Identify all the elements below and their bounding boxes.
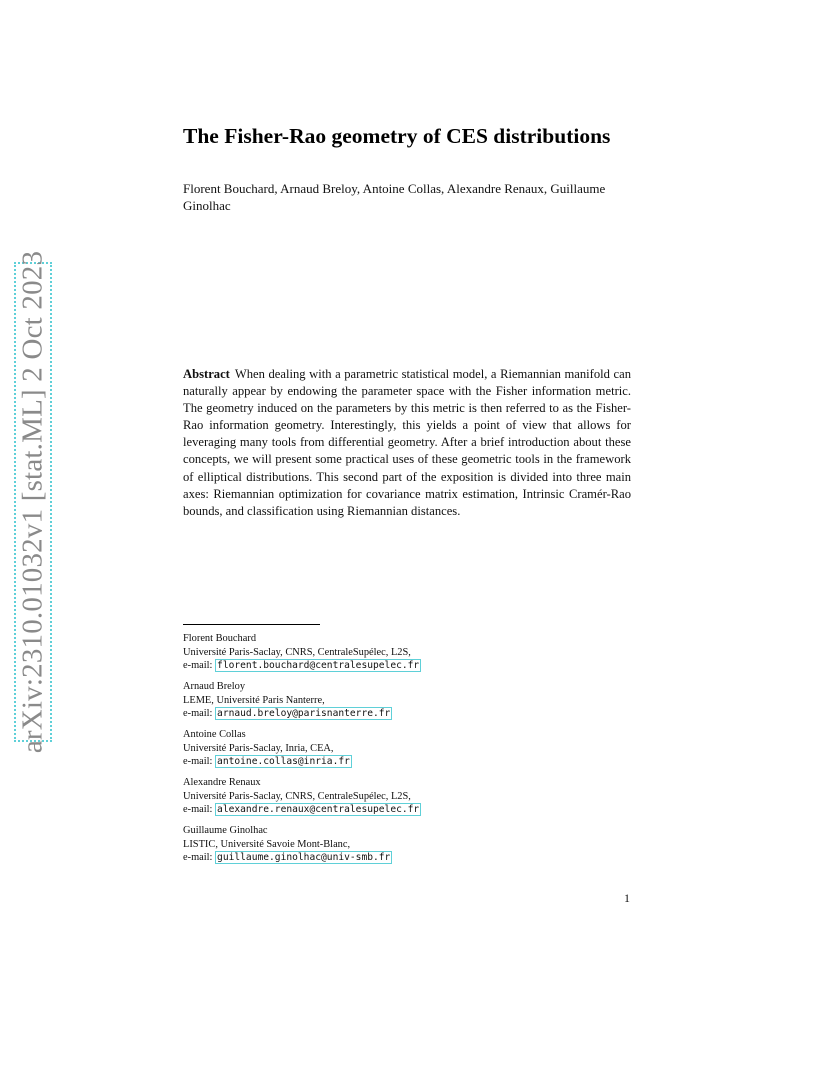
affiliation-institution: Université Paris-Saclay, CNRS, CentraleSupélec, L2S, [183, 646, 411, 658]
affiliation-institution: Université Paris-Saclay, Inria, CEA, [183, 742, 334, 754]
affiliation-name: Alexandre Renaux [183, 777, 261, 789]
page-number: 1 [624, 891, 630, 905]
author-list: Florent Bouchard, Arnaud Breloy, Antoine Collas, Alexandre Renaux, Guillaume Ginolhac [183, 181, 606, 213]
affiliation-block [183, 728, 643, 769]
affiliation-name: Guillaume Ginolhac [183, 825, 268, 837]
email-link[interactable]: arnaud.breloy@parisnanterre.fr [217, 708, 391, 720]
affiliation-name: Arnaud Breloy [183, 681, 246, 693]
affiliation-block [183, 824, 643, 865]
abstract [183, 366, 631, 520]
affiliation-email-line [183, 659, 643, 673]
email-label: e-mail: [183, 852, 213, 864]
affiliation-email-line [183, 755, 643, 769]
email-label: e-mail: [183, 756, 213, 768]
email-label: e-mail: [183, 804, 213, 816]
affiliation-name: Antoine Collas [183, 729, 246, 741]
abstract-label: Abstract [183, 367, 230, 381]
affiliation-institution: LEME, Université Paris Nanterre, [183, 694, 325, 706]
affiliation-name: Florent Bouchard [183, 633, 257, 644]
affiliation-email-line [183, 803, 643, 817]
affiliations [183, 632, 643, 872]
affiliation-email-line [183, 707, 643, 721]
affiliation-email-line [183, 851, 643, 865]
email-link[interactable]: alexandre.renaux@centralesupelec.fr [217, 804, 420, 816]
email-label: e-mail: [183, 660, 213, 671]
affiliation-block [183, 776, 643, 817]
abstract-text: When dealing with a parametric statistical model, a Riemannian manifold can naturally appear by endowing the parameter space with the Fisher information metric. The geometry induced on the parameters by this metric is then referred to as the Fisher-Rao information geometry. Interestingly, this yields a point of view that allows for leveraging many tools from differential geometry. After a brief introduction about these concepts, we will present some practical uses of these geometric tools in the framework of elliptical distributions. This second part of the exposition is divided into three main axes: Riemannian optimization for covariance matrix estimation, Intrinsic Cramér-Rao bounds, and classification using Riemannian distances. [183, 367, 631, 518]
footnote-rule [183, 624, 320, 625]
affiliation-institution: Université Paris-Saclay, CNRS, CentraleSupélec, L2S, [183, 790, 411, 802]
affiliation-block [183, 632, 643, 673]
email-link[interactable]: antoine.collas@inria.fr [217, 756, 350, 768]
email-link[interactable]: florent.bouchard@centralesupelec.fr [217, 660, 420, 671]
paper-title: The Fisher-Rao geometry of CES distributions [183, 124, 611, 148]
affiliation-block [183, 680, 643, 721]
email-link[interactable]: guillaume.ginolhac@univ-smb.fr [217, 852, 391, 864]
arxiv-identifier-stamp[interactable] [14, 250, 52, 754]
arxiv-identifier-text: arXiv:2310.01032v1 [stat.ML] 2 Oct 2023 [16, 250, 49, 754]
email-label: e-mail: [183, 708, 213, 720]
affiliation-institution: LISTIC, Université Savoie Mont-Blanc, [183, 838, 351, 850]
